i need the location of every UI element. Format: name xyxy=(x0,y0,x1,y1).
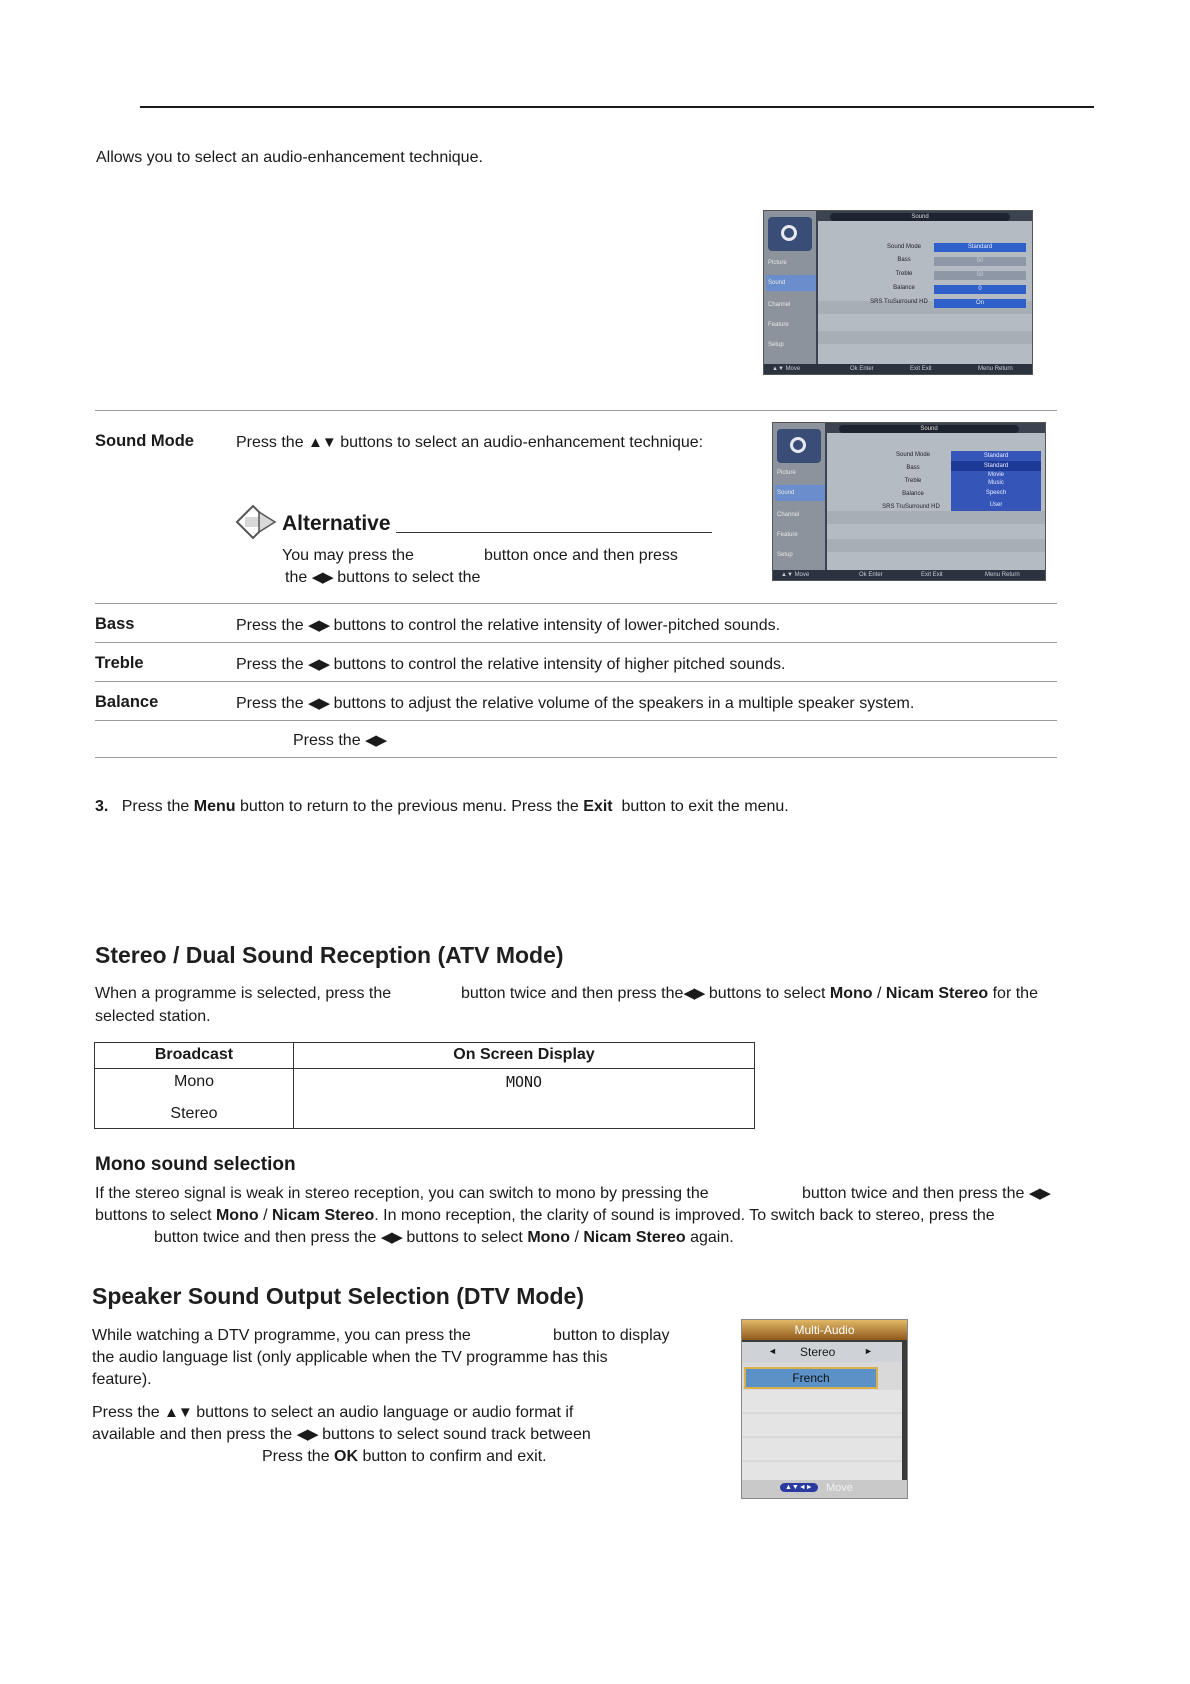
speaker-p2-l1: Press the ▲▼ buttons to select an audio language or audio format if xyxy=(92,1404,574,1421)
next-audio-icon: ► xyxy=(864,1346,873,1356)
broadcast-table xyxy=(94,1042,755,1129)
multi-audio-current: Stereo xyxy=(800,1345,836,1359)
sidebar-item-sound: Sound xyxy=(775,485,825,501)
menu-title: Sound xyxy=(830,213,1010,221)
menu-row-label: SRS TruSurround HD xyxy=(882,504,940,510)
dropdown-option: Music xyxy=(988,480,1004,486)
mono-line3: button twice and then press the ◀▶ buttons to select Mono / Nicam Stereo again. xyxy=(154,1229,734,1246)
menu-title: Sound xyxy=(839,425,1019,433)
stereo-p1-a: When a programme is selected, press the xyxy=(95,985,392,1002)
sound-mode-menu-screenshot xyxy=(772,422,1046,581)
dropdown-option: Standard xyxy=(983,453,1009,459)
left-right-arrow-icon: ◀▶ xyxy=(296,1426,318,1443)
dropdown-option: Speech xyxy=(985,490,1007,496)
dropdown-option: Standard xyxy=(951,461,1041,471)
sound-mode-label: Sound Mode xyxy=(95,432,194,450)
table-cell: Mono xyxy=(173,1073,215,1090)
left-right-arrow-icon: ◀▶ xyxy=(308,695,330,712)
table-cell: Stereo xyxy=(170,1105,218,1122)
menu-row-label: SRS TruSurround HD xyxy=(870,299,928,305)
intro-text: Allows you to select an audio-enhancement technique. xyxy=(96,149,483,166)
menu-sidebar xyxy=(764,211,816,364)
speaker-p1-l2: the audio language list (only applicable when the TV programme has this xyxy=(92,1349,608,1366)
up-down-arrow-icon: ▲▼ xyxy=(164,1404,192,1421)
multi-audio-footer: ▲▼◄► Move xyxy=(742,1480,907,1498)
left-right-arrow-icon: ◀▶ xyxy=(308,656,330,673)
stereo-p2: selected station. xyxy=(95,1008,211,1025)
menu-row-value: Standard xyxy=(934,243,1026,252)
divider xyxy=(95,603,1057,604)
menu-row-label: Bass xyxy=(897,257,911,263)
divider xyxy=(95,410,1057,411)
sidebar-item-feature: Feature xyxy=(768,322,789,328)
menu-row-value: 0 xyxy=(934,285,1026,294)
multi-audio-title: Multi-Audio xyxy=(742,1320,907,1342)
bass-desc: Press the ◀▶ buttons to control the relative intensity of lower-pitched sounds. xyxy=(236,617,781,634)
prev-audio-icon: ◄ xyxy=(768,1346,777,1356)
speaker-p1-l1a: While watching a DTV programme, you can press the xyxy=(92,1327,471,1344)
speaker-p1-l1b: button to display xyxy=(553,1327,670,1344)
sidebar-item-channel: Channel xyxy=(768,302,791,308)
divider xyxy=(95,681,1057,682)
header-rule xyxy=(140,106,1094,108)
table-cell: MONO xyxy=(505,1073,543,1091)
mono-heading: Mono sound selection xyxy=(95,1154,296,1175)
menu-row-value: 50 xyxy=(934,271,1026,280)
sound-mode-desc: Press the ▲▼ buttons to select an audio-enhancement technique: xyxy=(236,434,704,451)
menu-footer: ▲▼ Move Ok Enter Exit Exit Menu Return xyxy=(764,364,1032,374)
menu-row-label: Treble xyxy=(895,271,913,277)
balance-label: Balance xyxy=(95,693,159,711)
left-right-arrow-icon: ◀▶ xyxy=(683,985,705,1002)
divider xyxy=(95,720,1057,721)
divider xyxy=(95,642,1057,643)
left-right-arrow-icon: ◀▶ xyxy=(308,617,330,634)
menu-row-label: Sound Mode xyxy=(895,452,931,458)
divider xyxy=(95,757,1057,758)
menu-row-label: Balance xyxy=(902,491,924,497)
stereo-p1-b: button twice and then press the◀▶ buttons to select Mono / Nicam Stereo for the xyxy=(461,985,1038,1002)
multi-audio-option: French xyxy=(744,1367,878,1389)
speaker-p1-l3: feature). xyxy=(92,1371,152,1388)
menu-row-value: 50 xyxy=(934,257,1026,266)
multi-audio-screenshot xyxy=(741,1319,908,1499)
menu-logo-icon xyxy=(777,429,821,463)
dropdown-option: User xyxy=(989,502,1003,508)
table-header: On Screen Display xyxy=(453,1046,595,1063)
menu-row-label: Bass xyxy=(906,465,920,471)
alternative-line2: the ◀▶ buttons to select the xyxy=(285,569,481,586)
sidebar-item-setup: Setup xyxy=(768,342,784,348)
menu-row-label: Sound Mode xyxy=(886,244,922,250)
treble-desc: Press the ◀▶ buttons to control the relative intensity of higher pitched sounds. xyxy=(236,656,786,673)
sidebar-item-channel: Channel xyxy=(777,512,800,518)
menu-footer: ▲▼ Move Ok Enter Exit Exit Menu Return xyxy=(773,570,1045,580)
mono-line2: buttons to select Mono / Nicam Stereo. In mono reception, the clarity of sound is improved. To switch back to stereo, press the xyxy=(95,1207,995,1224)
menu-row-value: On xyxy=(934,299,1026,308)
sound-mode-dropdown xyxy=(951,451,1041,511)
dropdown-option: Movie xyxy=(987,472,1004,478)
alternative-line1-b: button once and then press xyxy=(484,547,678,564)
left-right-arrow-icon: ◀▶ xyxy=(311,569,333,586)
left-right-arrow-icon: ◀▶ xyxy=(365,732,387,749)
speaker-p2-l2: available and then press the ◀▶ buttons to select sound track between xyxy=(92,1426,591,1443)
sidebar-item-feature: Feature xyxy=(777,532,798,538)
table-header: Broadcast xyxy=(154,1046,234,1063)
alternative-title: Alternative xyxy=(282,512,391,535)
sound-menu-screenshot xyxy=(763,210,1033,375)
speaker-p2-l3: Press the OK button to confirm and exit. xyxy=(262,1448,547,1465)
srs-desc: Press the ◀▶ xyxy=(293,732,387,749)
treble-label: Treble xyxy=(95,654,144,672)
nav-keys-icon: ▲▼◄► xyxy=(780,1483,818,1492)
sidebar-item-setup: Setup xyxy=(777,552,793,558)
bass-label: Bass xyxy=(95,615,135,633)
mono-line1-b: button twice and then press the ◀▶ xyxy=(802,1185,1050,1202)
menu-sidebar xyxy=(773,423,825,570)
up-down-arrow-icon: ▲▼ xyxy=(308,434,336,451)
sidebar-item-picture: Picture xyxy=(768,260,787,266)
sidebar-item-picture: Picture xyxy=(777,470,796,476)
left-right-arrow-icon: ◀▶ xyxy=(380,1229,402,1246)
speaker-heading: Speaker Sound Output Selection (DTV Mode) xyxy=(92,1283,584,1309)
alternative-rule xyxy=(396,532,712,533)
menu-logo-icon xyxy=(768,217,812,251)
alternative-icon xyxy=(235,504,277,540)
alternative-line1-a: You may press the xyxy=(282,547,414,564)
sidebar-item-sound: Sound xyxy=(766,275,816,291)
mono-line1-a: If the stereo signal is weak in stereo reception, you can switch to mono by pressing the xyxy=(95,1185,709,1202)
menu-row-label: Balance xyxy=(893,285,915,291)
balance-desc: Press the ◀▶ buttons to adjust the relative volume of the speakers in a multiple speaker system. xyxy=(236,695,915,712)
left-right-arrow-icon: ◀▶ xyxy=(1028,1185,1050,1202)
step-3: 3. Press the Menu button to return to the previous menu. Press the Exit button to exit the menu. xyxy=(95,798,789,815)
menu-row-label: Treble xyxy=(904,478,922,484)
stereo-heading: Stereo / Dual Sound Reception (ATV Mode) xyxy=(95,942,564,968)
